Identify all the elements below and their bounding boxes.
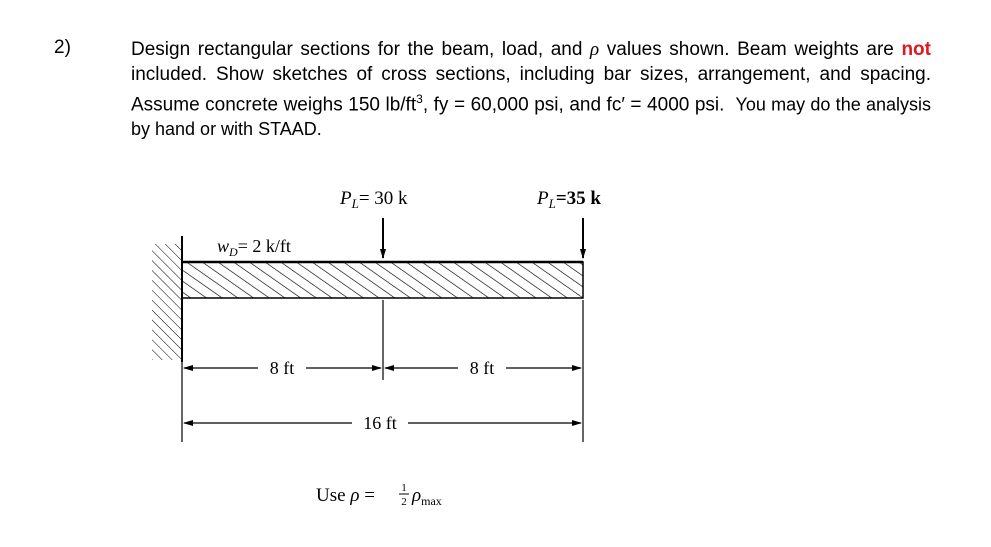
emphasis-not: not xyxy=(901,39,931,60)
fraction-numerator: 1 xyxy=(401,482,407,494)
rho-requirement xyxy=(316,482,442,508)
dim-label-16ft: 16 ft xyxy=(363,413,397,433)
svg-text:ρmax: $\rho_{max}$ xyxy=(412,485,442,508)
problem-text-part3: included. Show sketches of cross sections, including bar sizes, arrangement, and spacing. Assume concrete weighs 150 lb/ft xyxy=(131,64,931,116)
distributed-load-label: $w_D= 2$ k/ft xyxy=(217,236,291,259)
problem-text-part1: Design rectangular sections for the beam, load, and xyxy=(131,39,591,60)
load-label-30k: $P_L= 30$ k xyxy=(340,188,408,211)
problem-text-part2: values shown. Beam weights are xyxy=(599,39,902,60)
superscript-3: 3 xyxy=(416,92,423,106)
fraction-denominator: 2 xyxy=(401,496,407,508)
fixed-support xyxy=(152,236,184,362)
problem-text-part4: , fy = 60,000 psi, and fc′ = 4000 psi. xyxy=(422,94,725,116)
beam-body xyxy=(182,262,583,298)
problem-number: 2) xyxy=(54,37,71,58)
dim-label-8ft-left: 8 ft xyxy=(269,358,295,378)
svg-text:Use ρ =: Use ρ = xyxy=(316,485,375,506)
dim-label-8ft-right: 8 ft xyxy=(469,358,495,378)
staad-note: You may do the analysis by hand or with STAAD. xyxy=(131,94,931,140)
rho-symbol: ρ xyxy=(590,39,600,60)
load-label-35k: $P_L=35$ k xyxy=(537,188,601,211)
